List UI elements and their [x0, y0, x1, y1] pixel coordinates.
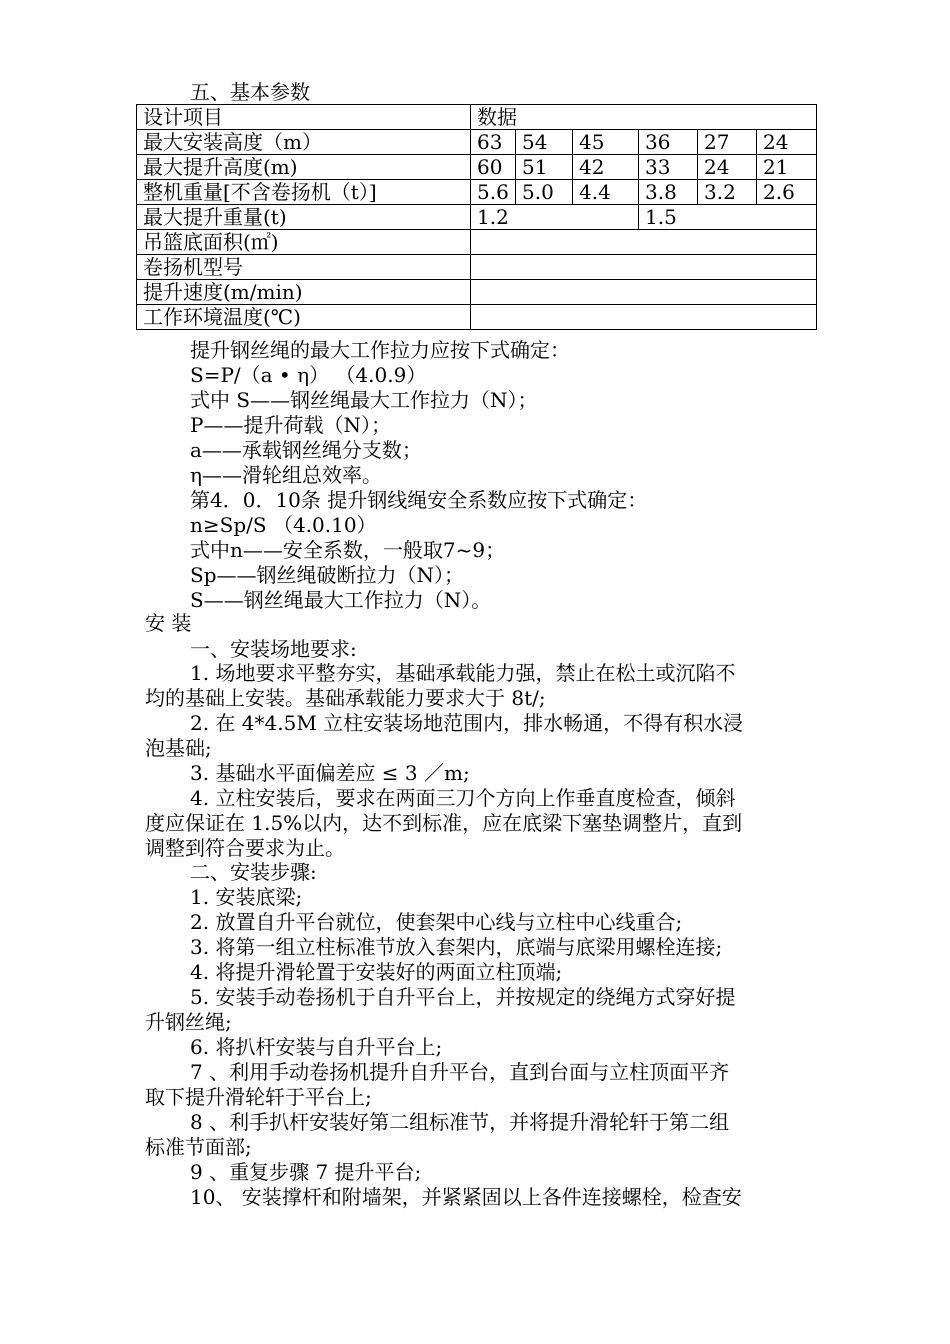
table-row [137, 155, 817, 180]
install-heading: 安 装 [145, 611, 192, 635]
paragraph-line: 4. 将提升滑轮置于安装好的两面立柱顶端; [190, 960, 563, 984]
row-label: 卷扬机型号 [137, 255, 471, 280]
formula-line: 式中 S——钢丝绳最大工作拉力（N）； [190, 388, 538, 412]
paragraph-line: 8 、利手扒杆安装好第二组标准节，并将提升滑轮轩于第二组 [190, 1110, 730, 1134]
paragraph-line: 7 、利用手动卷扬机提升自升平台，直到台面与立柱顶面平齐 [190, 1060, 730, 1084]
table-row [137, 180, 817, 205]
paragraph-line: 1. 场地要求平整夯实，基础承载能力强，禁止在松土或沉陷不 [190, 661, 736, 685]
paragraph-line: 5. 安装手动卷扬机于自升平台上，并按规定的绕绳方式穿好提 [190, 985, 736, 1009]
subsection-heading: 二、安装步骤: [190, 860, 317, 884]
table-cell: 45 [573, 130, 639, 155]
table-cell: 54 [516, 130, 573, 155]
row-label: 最大安装高度（m） [137, 130, 471, 155]
row-label: 整机重量[不含卷扬机（t）] [137, 180, 471, 205]
paragraph-line: 泡基础; [145, 736, 212, 760]
row-label: 最大提升高度(m) [137, 155, 471, 180]
table-header-data: 数据 [471, 105, 817, 130]
paragraph-line: 2. 放置自升平台就位，使套架中心线与立柱中心线重合; [190, 910, 683, 934]
table-cell: 51 [516, 155, 573, 180]
table-cell [471, 230, 817, 255]
paragraph-line: 6. 将扒杆安装与自升平台上; [190, 1035, 443, 1059]
table-row [137, 305, 817, 330]
parameter-table [136, 104, 817, 330]
row-label: 最大提升重量(t) [137, 205, 471, 230]
table-cell: 42 [573, 155, 639, 180]
formula-line: 提升钢丝绳的最大工作拉力应按下式确定： [190, 338, 570, 362]
row-label: 工作环境温度(℃) [137, 305, 471, 330]
table-row [137, 130, 817, 155]
table-cell: 24 [698, 155, 757, 180]
subsection-heading: 一、安装场地要求: [190, 637, 357, 661]
table-cell: 5.6 [471, 180, 516, 205]
table-row [137, 205, 817, 230]
paragraph-line: 1. 安装底梁; [190, 885, 303, 909]
paragraph-line: 10、 安装撑杆和附墙架，并紧紧固以上各件连接螺栓，检查安 [190, 1185, 742, 1209]
table-header-item: 设计项目 [137, 105, 471, 130]
table-cell: 63 [471, 130, 516, 155]
paragraph-line: 9 、重复步骤 7 提升平台; [190, 1160, 422, 1184]
table-cell: 60 [471, 155, 516, 180]
formula-line: 式中n——安全系数，一般取7~9； [190, 538, 506, 562]
table-row [137, 255, 817, 280]
row-label: 提升速度(m/min) [137, 280, 471, 305]
table-cell: 36 [639, 130, 698, 155]
table-cell: 1.2 [471, 205, 639, 230]
paragraph-line: 3. 基础水平面偏差应 ≤ 3 ／m; [190, 761, 470, 785]
formula-line: η——滑轮组总效率。 [190, 463, 382, 487]
section-title: 五、基本参数 [190, 80, 310, 104]
table-row [137, 230, 817, 255]
paragraph-line: 2. 在 4*4.5M 立柱安装场地范围内，排水畅通，不得有积水浸 [190, 711, 744, 735]
table-cell: 21 [757, 155, 817, 180]
formula-line: n≥Sp/S （4.0.10） [190, 513, 377, 537]
formula-line: Sp——钢丝绳破断拉力（N）； [190, 563, 465, 587]
formula-line: a——承载钢丝绳分支数； [190, 438, 422, 462]
table-cell: 24 [757, 130, 817, 155]
table-cell: 1.5 [639, 205, 817, 230]
paragraph-line: 取下提升滑轮轩于平台上; [145, 1085, 372, 1109]
formula-line: S=P/（a • η） （4.0.9） [190, 363, 427, 387]
table-cell [471, 280, 817, 305]
table-cell: 3.8 [639, 180, 698, 205]
paragraph-line: 均的基础上安装。基础承载能力要求大于 8t/; [145, 686, 546, 710]
table-cell: 2.6 [757, 180, 817, 205]
paragraph-line: 升钢丝绳; [145, 1010, 232, 1034]
formula-line: 第4．0．10条 提升钢线绳安全系数应按下式确定： [190, 488, 648, 512]
table-cell: 27 [698, 130, 757, 155]
table-cell: 4.4 [573, 180, 639, 205]
paragraph-line: 调整到符合要求为止。 [145, 836, 345, 860]
paragraph-line: 3. 将第一组立柱标准节放入套架内，底端与底梁用螺栓连接; [190, 935, 723, 959]
paragraph-line: 标准节面部; [145, 1135, 252, 1159]
table-row [137, 280, 817, 305]
table-cell [471, 255, 817, 280]
formula-line: S——钢丝绳最大工作拉力（N）。 [190, 588, 492, 612]
table-cell: 5.0 [516, 180, 573, 205]
table-cell: 3.2 [698, 180, 757, 205]
formula-line: P——提升荷载（N）； [190, 413, 391, 437]
paragraph-line: 4. 立柱安装后，要求在两面三刀个方向上作垂直度检查，倾斜 [190, 786, 736, 810]
table-cell: 33 [639, 155, 698, 180]
table-header-row [137, 105, 817, 130]
row-label: 吊篮底面积(㎡) [137, 230, 471, 255]
table-cell [471, 305, 817, 330]
paragraph-line: 度应保证在 1.5%以内，达不到标准，应在底梁下塞垫调整片，直到 [145, 811, 743, 835]
